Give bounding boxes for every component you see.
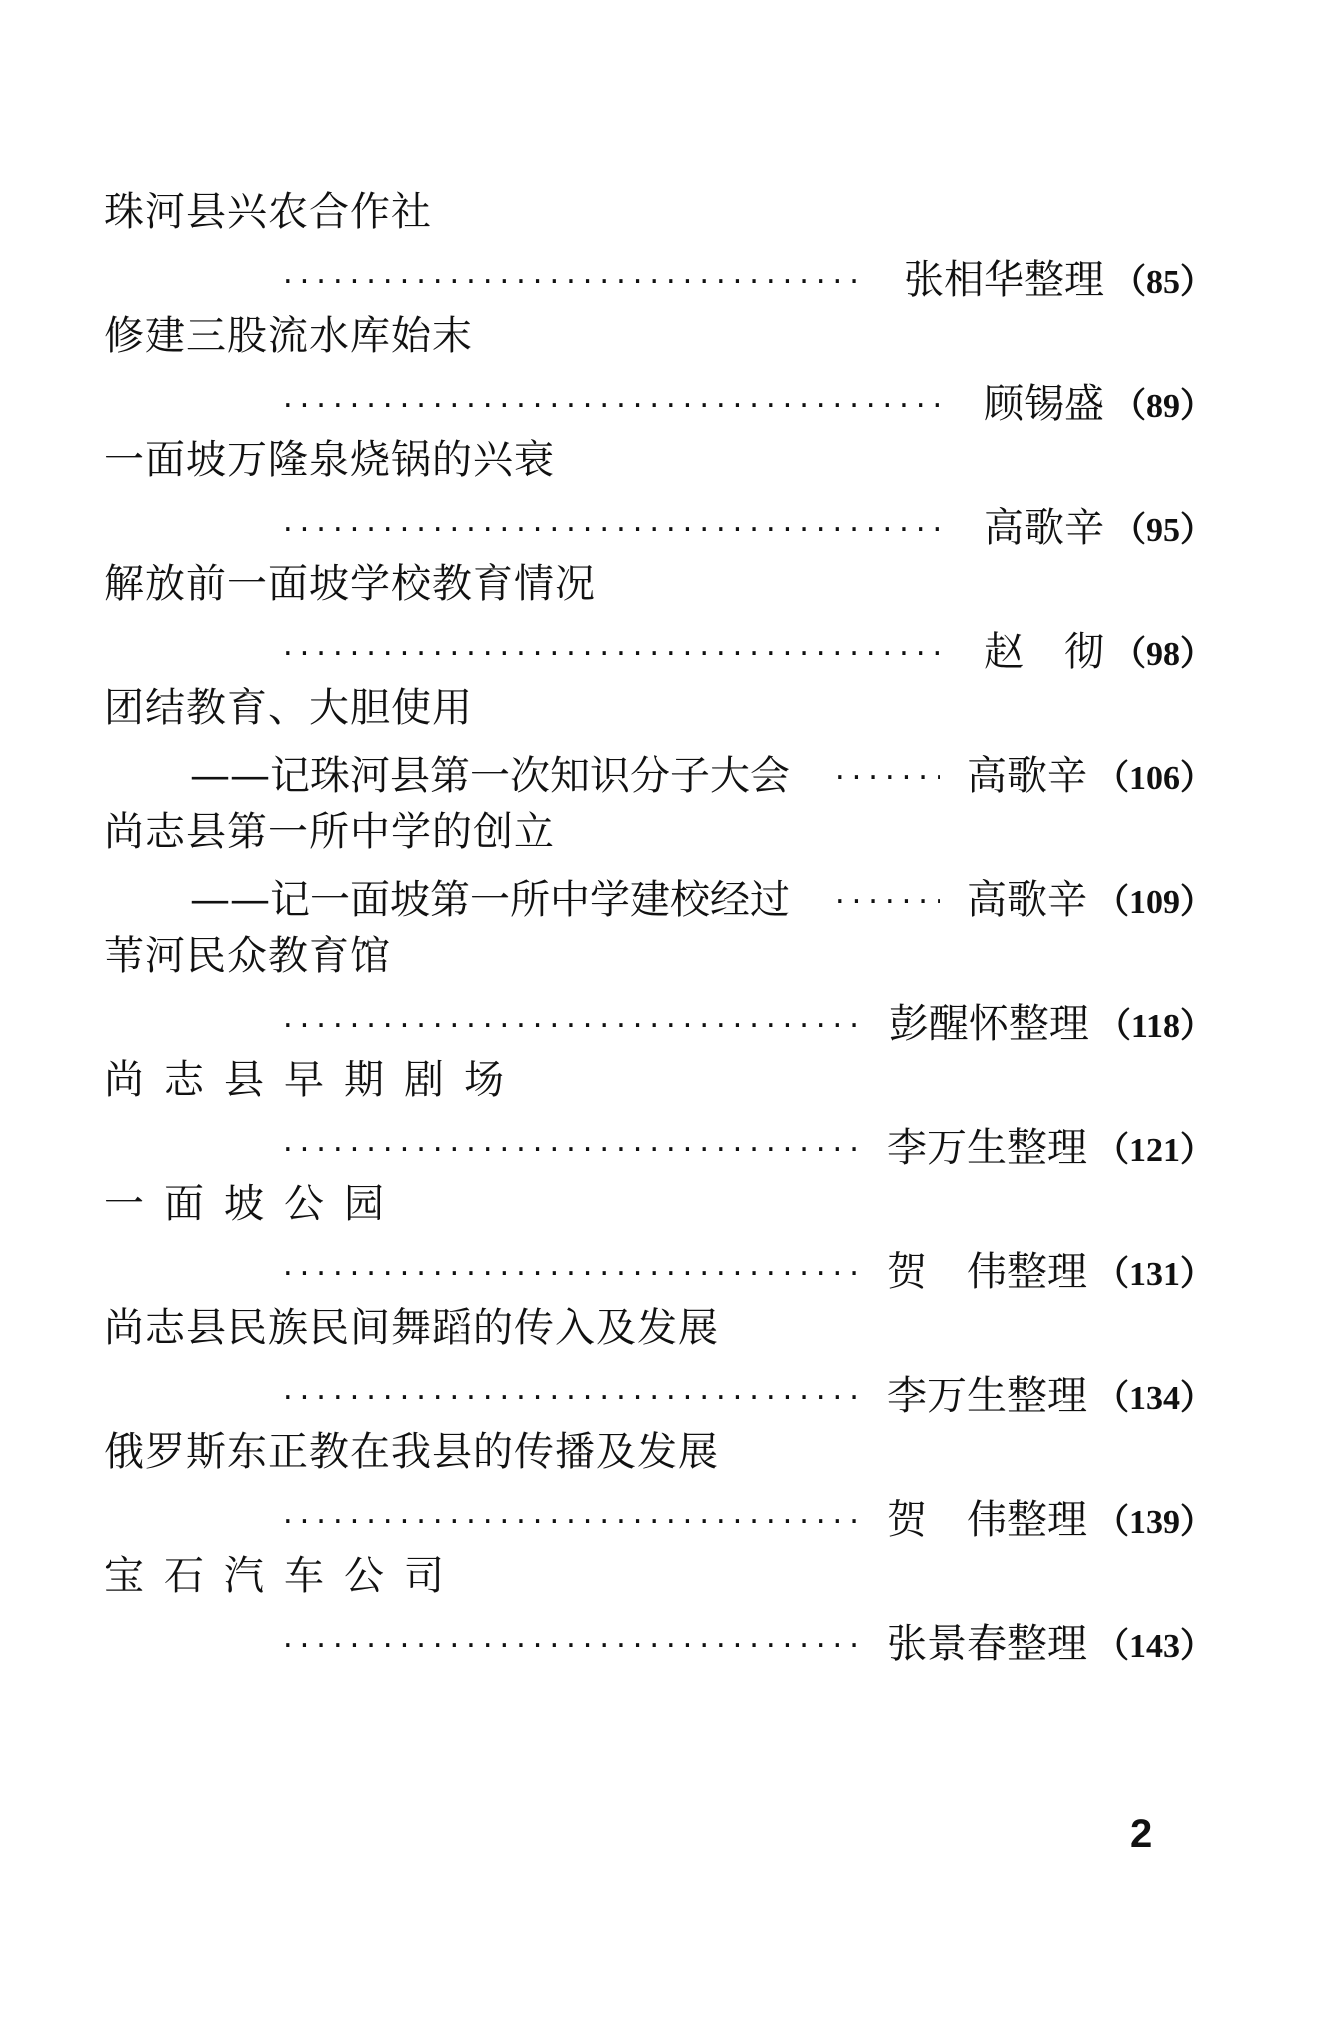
dot-leader [280,1622,866,1670]
author-name: 高歌辛 [967,753,1087,799]
toc-entry-title: 修建三股流水库始末 [104,313,473,359]
toc-entry-title: 珠河县兴农合作社 [104,189,432,235]
toc-entry-author [889,1000,1214,1051]
toc-entry-author [904,256,1214,307]
author-name: 高歌辛 [967,877,1087,923]
dot-leader [832,754,940,802]
page-reference: （89） [1112,388,1214,425]
page-reference: （143） [1095,1628,1214,1665]
dot-leader [280,506,942,554]
dot-leader [280,382,942,430]
dot-leader [280,1498,866,1546]
toc-entry-author [984,504,1214,555]
toc-entry-title: 尚志县民族民间舞蹈的传入及发展 [104,1305,719,1351]
toc-entry-author [984,628,1214,679]
dot-leader [280,258,860,306]
page-reference: （121） [1095,1132,1214,1169]
author-name: 赵 彻 [984,629,1104,675]
toc-entry-title: 一面坡万隆泉烧锅的兴衰 [104,437,555,483]
author-name: 李万生整理 [887,1373,1087,1419]
toc-entry-title: 尚志县早期剧场 [104,1057,524,1103]
page-reference: （106） [1095,760,1214,797]
toc-entry-author [887,1496,1214,1547]
toc-entry-title: 团结教育、大胆使用 [104,685,473,731]
author-name: 高歌辛 [984,505,1104,551]
page-reference: （109） [1095,884,1214,921]
author-name: 张景春整理 [887,1621,1087,1667]
author-name: 贺 伟整理 [887,1497,1087,1543]
author-name: 李万生整理 [887,1125,1087,1171]
author-name: 顾锡盛 [984,381,1104,427]
page-reference: （131） [1095,1256,1214,1293]
dot-leader [280,1374,866,1422]
toc-entry-author [887,1372,1214,1423]
dot-leader [832,878,940,926]
dot-leader [280,1002,866,1050]
toc-entry-title: 一面坡公园 [104,1181,404,1227]
toc-entry-author [967,752,1214,803]
toc-entry-title: 解放前一面坡学校教育情况 [104,561,596,607]
page-reference: （134） [1095,1380,1214,1417]
toc-entry-title: 宝石汽车公司 [104,1553,464,1599]
toc-entry-title: 苇河民众教育馆 [104,933,391,979]
toc-entry-author [967,876,1214,927]
page-number: 2 [1130,1812,1153,1856]
toc-entry-author [887,1124,1214,1175]
toc-entry-author [887,1620,1214,1671]
author-name: 张相华整理 [904,257,1104,303]
dot-leader [280,1126,866,1174]
toc-entry-author [887,1248,1214,1299]
toc-entry-subtitle: ——记一面坡第一所中学建校经过 [190,877,790,923]
dot-leader [280,1250,866,1298]
page-reference: （95） [1112,512,1214,549]
toc-entry-title: 俄罗斯东正教在我县的传播及发展 [104,1429,719,1475]
toc-entry-subtitle: ——记珠河县第一次知识分子大会 [190,753,790,799]
author-name: 彭醒怀整理 [888,1001,1089,1047]
page-reference: （98） [1112,636,1214,673]
page-reference: （118） [1096,1008,1214,1045]
toc-entry-title: 尚志县第一所中学的创立 [104,809,555,855]
toc-entry-author [984,380,1214,431]
dot-leader [280,630,942,678]
page-reference: （139） [1095,1504,1214,1541]
page-reference: （85） [1112,264,1214,301]
author-name: 贺 伟整理 [887,1249,1087,1295]
